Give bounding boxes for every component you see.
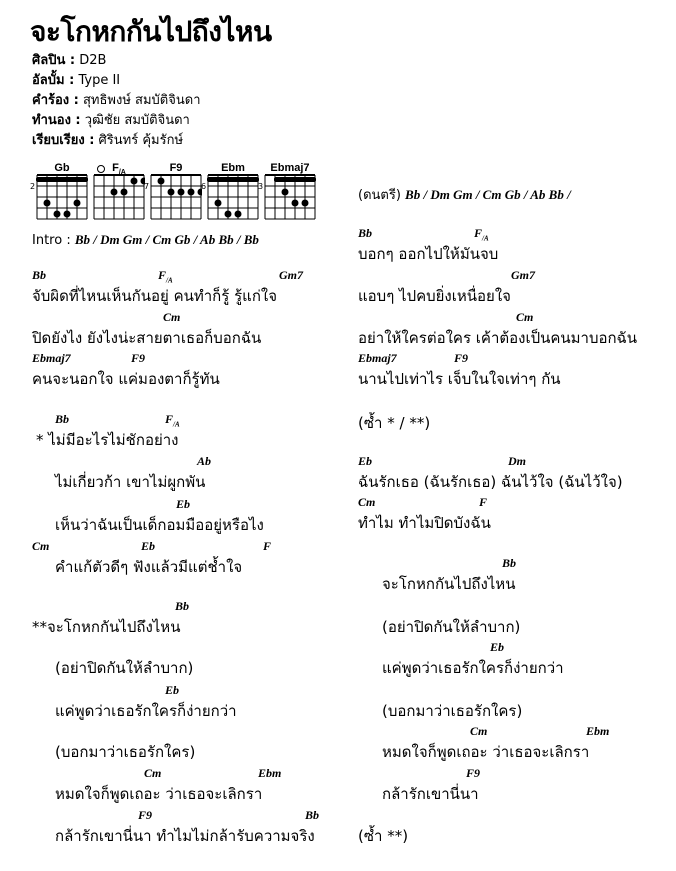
chord-label: Bb — [358, 226, 373, 240]
chord-label: F9 — [466, 766, 481, 780]
intro-sequence: Bb / Dm Gm / Cm Gb / Ab Bb / Bb — [74, 232, 259, 247]
arrange-label: เรียบเรียง : — [32, 133, 95, 148]
chord-label: Ebm — [586, 724, 610, 738]
lyric-line: อย่าให้ใครต่อใคร เค้าต้องเป็นคนมาบอกฉัน — [358, 329, 638, 347]
lyric-line: หมดใจก็พูดเถอะ ว่าเธอจะเลิกรา — [382, 743, 590, 761]
lyric-line: (บอกมาว่าเธอรักใคร) — [55, 743, 196, 761]
chord-label: Ebmaj7 — [32, 351, 71, 365]
fretboard-grid — [264, 174, 316, 222]
lyric-line: เห็นว่าฉันเป็นเด็กอมมืออยู่หรือไง — [55, 516, 264, 534]
chord-label: Eb — [490, 640, 505, 654]
chord-label: F9 — [131, 351, 146, 365]
fretboard-grid — [36, 174, 88, 222]
song-title: จะโกหกกันไปถึงไหน — [30, 15, 272, 48]
melody-row — [32, 112, 190, 130]
chord-label: Eb — [141, 539, 156, 553]
chord-diagram-name: F9 — [169, 162, 183, 174]
intro-line — [32, 231, 259, 250]
chord-label: Cm — [358, 495, 376, 509]
lyric-line: กล้ารักเขานี่นา ทำไมไม่กล้ารับความจริง — [55, 827, 315, 845]
repeat-note: (ซ้ำ * / **) — [358, 414, 431, 432]
chord-diagram-ebmaj7 — [258, 162, 316, 222]
intro-label: Intro : — [32, 233, 75, 248]
lyric-line: (อย่าปิดกันให้ลำบาก) — [55, 659, 194, 677]
lyric-line: จะโกหกกันไปถึงไหน — [382, 575, 516, 593]
album-label: อัลบั้ม : — [32, 73, 75, 88]
album-value: Type II — [74, 73, 121, 88]
chord-label: Bb — [175, 599, 190, 613]
chord-fret-number: 3 — [258, 182, 264, 191]
chord-label: Dm — [508, 454, 526, 468]
repeat-note: (ซ้ำ **) — [358, 827, 409, 845]
fretboard-grid — [150, 174, 202, 222]
chord-label: Ebm — [258, 766, 282, 780]
artist-row — [32, 52, 106, 70]
fretboard-grid — [207, 174, 259, 222]
chord-label: Gm7 — [279, 268, 303, 282]
chord-label: Ebmaj7 — [358, 351, 397, 365]
lyric-line: คนจะนอกใจ แค่มองตาก็รู้ทัน — [32, 370, 220, 388]
lyrics-label: คำร้อง : — [32, 93, 79, 108]
chord-fret-number: 7 — [144, 182, 150, 191]
chord-diagram-ebm — [201, 162, 259, 222]
lyric-line: ทำไม ทำไมปิดบังฉัน — [358, 514, 491, 532]
lyric-line: (บอกมาว่าเธอรักใคร) — [382, 702, 523, 720]
lyric-line: ปิดยังไง ยังไงน่ะสายตาเธอก็บอกฉัน — [32, 329, 262, 347]
chord-diagram-name: Ebm — [221, 162, 245, 174]
artist-label: ศิลปิน : — [32, 53, 76, 68]
chord-label: $F_{/A}$ — [158, 268, 173, 285]
arrange-row — [32, 132, 183, 150]
chord-label: Gm7 — [511, 268, 535, 282]
chord-label: F — [263, 539, 272, 553]
chord-label: Eb — [176, 497, 191, 511]
lyric-line: แอบๆ ไปคบยิ่งเหนื่อยใจ — [358, 287, 511, 305]
chord-label: Cm — [470, 724, 488, 738]
lyric-line: บอกๆ ออกไปให้มันจบ — [358, 245, 499, 263]
arrange-value: ศิรินทร์ คุ้มรักษ์ — [94, 133, 184, 148]
melody-value: วุฒิชัย สมบัติจินดา — [80, 113, 190, 128]
fretboard-grid — [93, 174, 145, 222]
chord-diagram-f9 — [144, 162, 202, 222]
chord-label: Bb — [55, 412, 70, 426]
chord-label: Eb — [358, 454, 373, 468]
chord-fret-number: 6 — [201, 182, 207, 191]
instrumental-sequence: Bb / Dm Gm / Cm Gb / Ab Bb / — [405, 187, 571, 202]
chord-diagram-gb — [30, 162, 88, 222]
chord-label: Cm — [163, 310, 181, 324]
lyric-line: ฉันรักเธอ (ฉันรักเธอ) ฉันไว้ใจ (ฉันไว้ใจ) — [358, 473, 623, 491]
chord-label: $F_{/A}$ — [474, 226, 489, 243]
lyric-line: * ไม่มีอะไรไม่ชักอย่าง — [36, 431, 179, 449]
lyric-line: หมดใจก็พูดเถอะ ว่าเธอจะเลิกรา — [55, 785, 263, 803]
chord-diagram-name: $F_{/A}$ — [112, 162, 126, 177]
chord-label: Cm — [516, 310, 534, 324]
lyric-line: (อย่าปิดกันให้ลำบาก) — [382, 618, 521, 636]
lyric-line: จับผิดที่ไหนเห็นกันอยู่ คนทำก็รู้ รู้แก่ใจ — [32, 287, 278, 305]
chord-label: Bb — [502, 556, 517, 570]
instrumental-line — [358, 186, 571, 205]
open-string-icon — [96, 164, 106, 174]
chord-label: $F_{/A}$ — [165, 412, 180, 429]
chord-label: F — [479, 495, 488, 509]
lyric-line: กล้ารักเขานี่นา — [382, 785, 479, 803]
lyric-line: คำแก้ตัวดีๆ ฟังแล้วมีแต่ช้ำใจ — [55, 558, 243, 576]
melody-label: ทำนอง : — [32, 113, 81, 128]
lyric-line: ไม่เกี่ยวก้า เขาไม่ผูกพัน — [55, 473, 206, 491]
chord-label: F9 — [138, 808, 153, 822]
chord-diagram-f-a — [93, 162, 145, 222]
chord-label: Cm — [144, 766, 162, 780]
chord-label: Eb — [165, 683, 180, 697]
album-row — [32, 72, 120, 90]
lyrics-row — [32, 92, 201, 110]
chord-label: Bb — [32, 268, 47, 282]
chord-label: Bb — [305, 808, 320, 822]
chord-fret-number: 2 — [30, 182, 36, 191]
chord-label: Ab — [197, 454, 212, 468]
lyric-line: นานไปเท่าไร เจ็บในใจเท่าๆ กัน — [358, 370, 561, 388]
chord-label: F9 — [454, 351, 469, 365]
lyric-line: แค่พูดว่าเธอรักใครก็ง่ายกว่า — [55, 702, 237, 720]
artist-value: D2B — [75, 53, 107, 68]
instrumental-label: (ดนตรี) — [358, 188, 406, 203]
chord-label: Cm — [32, 539, 50, 553]
lyric-line: แค่พูดว่าเธอรักใครก็ง่ายกว่า — [382, 659, 564, 677]
lyrics-value: สุทธิพงษ์ สมบัติจินดา — [78, 93, 201, 108]
chord-diagram-name: Ebmaj7 — [270, 162, 310, 174]
chord-diagram-name: Gb — [54, 162, 70, 174]
lyric-line: **จะโกหกกันไปถึงไหน — [32, 618, 181, 636]
